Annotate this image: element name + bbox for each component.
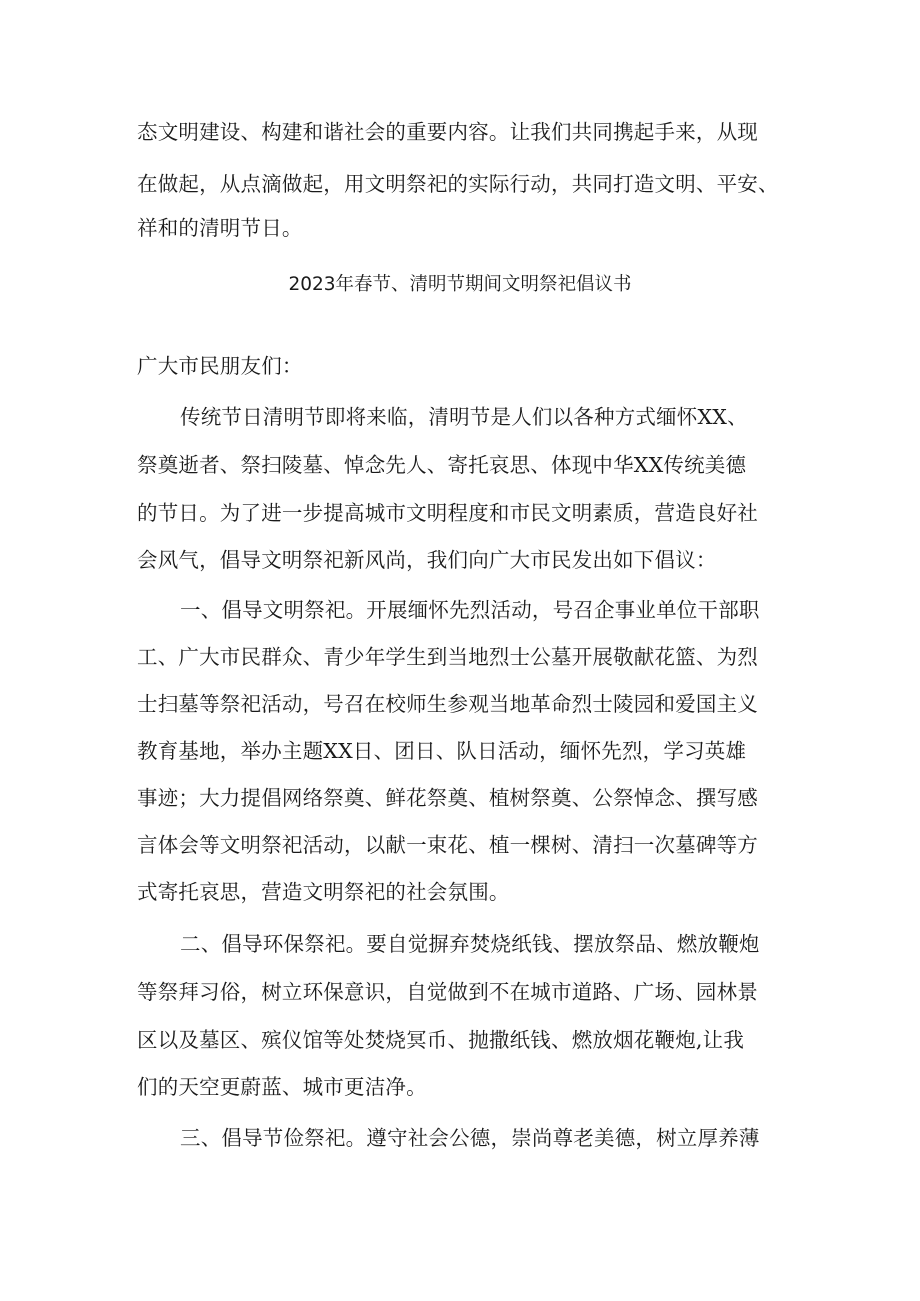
intro-line: 祭奠逝者、祭扫陵墓、悼念先人、寄托哀思、体现中华XX传统美德 [137,453,747,477]
item3-line: 三、倡导节俭祭祀。遵守社会公德，崇尚尊老美德，树立厚养薄 [180,1126,760,1150]
continuation-line: 祥和的清明节日。 [137,216,303,240]
item1-line: 工、广大市民群众、青少年学生到当地烈士公墓开展敬献花篮、为烈 [137,645,758,669]
intro-line: 传统节日清明节即将来临，清明节是人们以各种方式缅怀XX、 [180,405,748,429]
item2-line: 等祭拜习俗，树立环保意识，自觉做到不在城市道路、广场、园林景 [137,980,758,1004]
item2-line: 区以及墓区、殡仪馆等处焚烧冥币、抛撒纸钱、燃放烟花鞭炮,让我 [137,1028,745,1052]
item1-line: 一、倡导文明祭祀。开展缅怀先烈活动，号召企事业单位干部职 [180,598,760,622]
item1-line: 言体会等文明祭祀活动，以献一束花、植一棵树、清扫一次墓碑等方 [137,833,758,857]
item2-line: 们的天空更蔚蓝、城市更洁净。 [137,1075,427,1099]
salutation: 广大市民朋友们： [137,354,303,378]
item1-line: 士扫墓等祭祀活动，号召在校师生参观当地革命烈士陵园和爱国主义 [137,692,758,716]
item1-line: 教育基地，举办主题XX日、团日、队日活动，缅怀先烈，学习英雄 [137,739,747,763]
continuation-line: 在做起，从点滴做起，用文明祭祀的实际行动，共同打造文明、平安、 [137,172,779,196]
item1-line: 事迹；大力提倡网络祭奠、鲜花祭奠、植树祭奠、公祭悼念、撰写感 [137,786,758,810]
item1-line: 式寄托哀思，营造文明祭祀的社会氛围。 [137,880,510,904]
intro-line: 会风气，倡导文明祭祀新风尚，我们向广大市民发出如下倡议： [137,548,717,572]
item2-line: 二、倡导环保祭祀。要自觉摒弃焚烧纸钱、摆放祭品、燃放鞭炮 [180,932,760,956]
continuation-line: 态文明建设、构建和谐社会的重要内容。让我们共同携起手来，从现 [137,120,758,144]
intro-line: 的节日。为了进一步提高城市文明程度和市民文明素质，营造良好社 [137,501,758,525]
document-title: 2023年春节、清明节期间文明祭祀倡议书 [288,274,632,295]
